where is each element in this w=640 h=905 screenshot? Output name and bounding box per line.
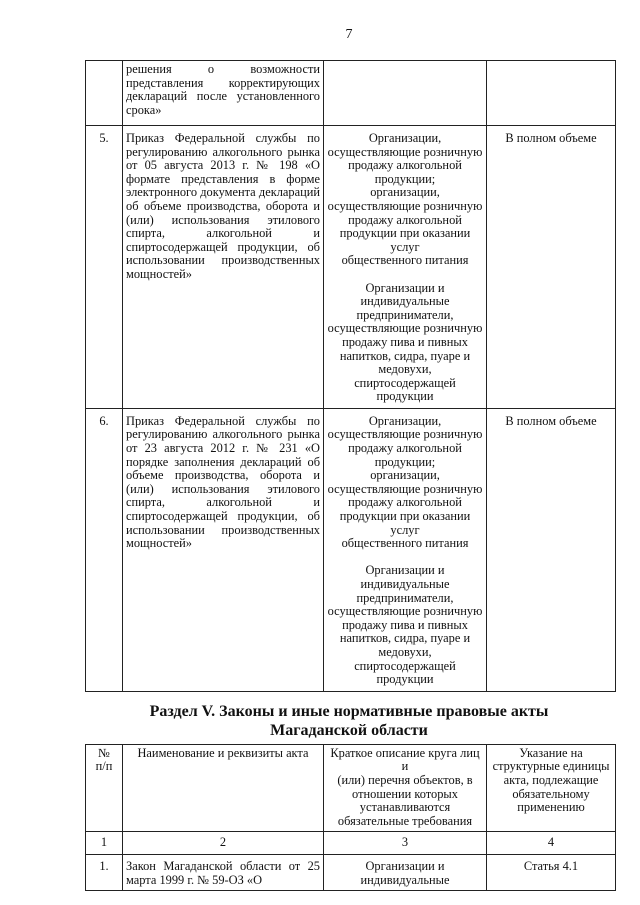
subjects-description: Организации, осуществляющие розничную продажу алкогольной продукции; организации, осуществляющие розничную продажу алкогольной продукции при оказании услуг общественного питания Организации и индивидуальные предприниматели, осуществляющие розничную продажу пива и пивных напитков, сидра, пуаре и медовухи, спиртосодержащей продукции <box>324 126 487 409</box>
column-number: 2 <box>123 832 324 855</box>
act-name: решения о возможности представления корректирующих деклараций после установленного срока» <box>123 61 324 126</box>
table-row <box>86 126 616 409</box>
applicable-units: В полном объеме <box>487 126 616 409</box>
regional-acts-table <box>85 744 616 891</box>
page-number: 7 <box>345 27 353 42</box>
row-number <box>86 61 123 126</box>
table-row <box>86 408 616 691</box>
section-heading: Раздел V. Законы и иные нормативные правовые акты Магаданской области <box>149 702 549 739</box>
applicable-units: Статья 4.1 <box>487 854 616 890</box>
header-subjects: Краткое описание круга лиц и (или) перечня объектов, в отношении которых устанавливаются обязательные требования <box>324 744 487 832</box>
column-number: 3 <box>324 832 487 855</box>
row-number: 1. <box>86 854 123 890</box>
table-row <box>86 61 616 126</box>
subjects-description: Организации и индивидуальные <box>324 854 487 890</box>
subjects-description: Организации, осуществляющие розничную продажу алкогольной продукции; организации, осуществляющие розничную продажу алкогольной продукции при оказании услуг общественного питания Организации и индивидуальные предприниматели, осуществляющие розничную продажу пива и пивных напитков, сидра, пуаре и медовухи, спиртосодержащей продукции <box>324 408 487 691</box>
act-name: Приказ Федеральной службы по регулированию алкогольного рынка от 23 августа 2012 г. № 231 «О порядке заполнения деклараций об объеме производства, оборота и (или) использования этилового спирта, алкогольной и спиртосодержащей продукции, об использовании производственных мощностей» <box>123 408 324 691</box>
table-header-row <box>86 744 616 832</box>
act-name: Приказ Федеральной службы по регулированию алкогольного рынка от 05 августа 2013 г. № 198 «О формате представления в форме электронного документа деклараций об объеме производства, оборота и (или) использования этилового спирта, алкогольной и спиртосодержащей продукции, об использовании производственных мощностей» <box>123 126 324 409</box>
table-row <box>86 854 616 890</box>
subjects-description <box>324 61 487 126</box>
column-number: 1 <box>86 832 123 855</box>
column-number: 4 <box>487 832 616 855</box>
acts-table-continued <box>85 60 616 692</box>
row-number: 5. <box>86 126 123 409</box>
applicable-units: В полном объеме <box>487 408 616 691</box>
applicable-units <box>487 61 616 126</box>
header-units: Указание на структурные единицы акта, подлежащие обязательному применению <box>487 744 616 832</box>
act-name: Закон Магаданской области от 25 марта 1999 г. № 59-ОЗ «О <box>123 854 324 890</box>
header-act-name: Наименование и реквизиты акта <box>123 744 324 832</box>
header-number: № п/п <box>86 744 123 832</box>
row-number: 6. <box>86 408 123 691</box>
column-number-row <box>86 832 616 855</box>
